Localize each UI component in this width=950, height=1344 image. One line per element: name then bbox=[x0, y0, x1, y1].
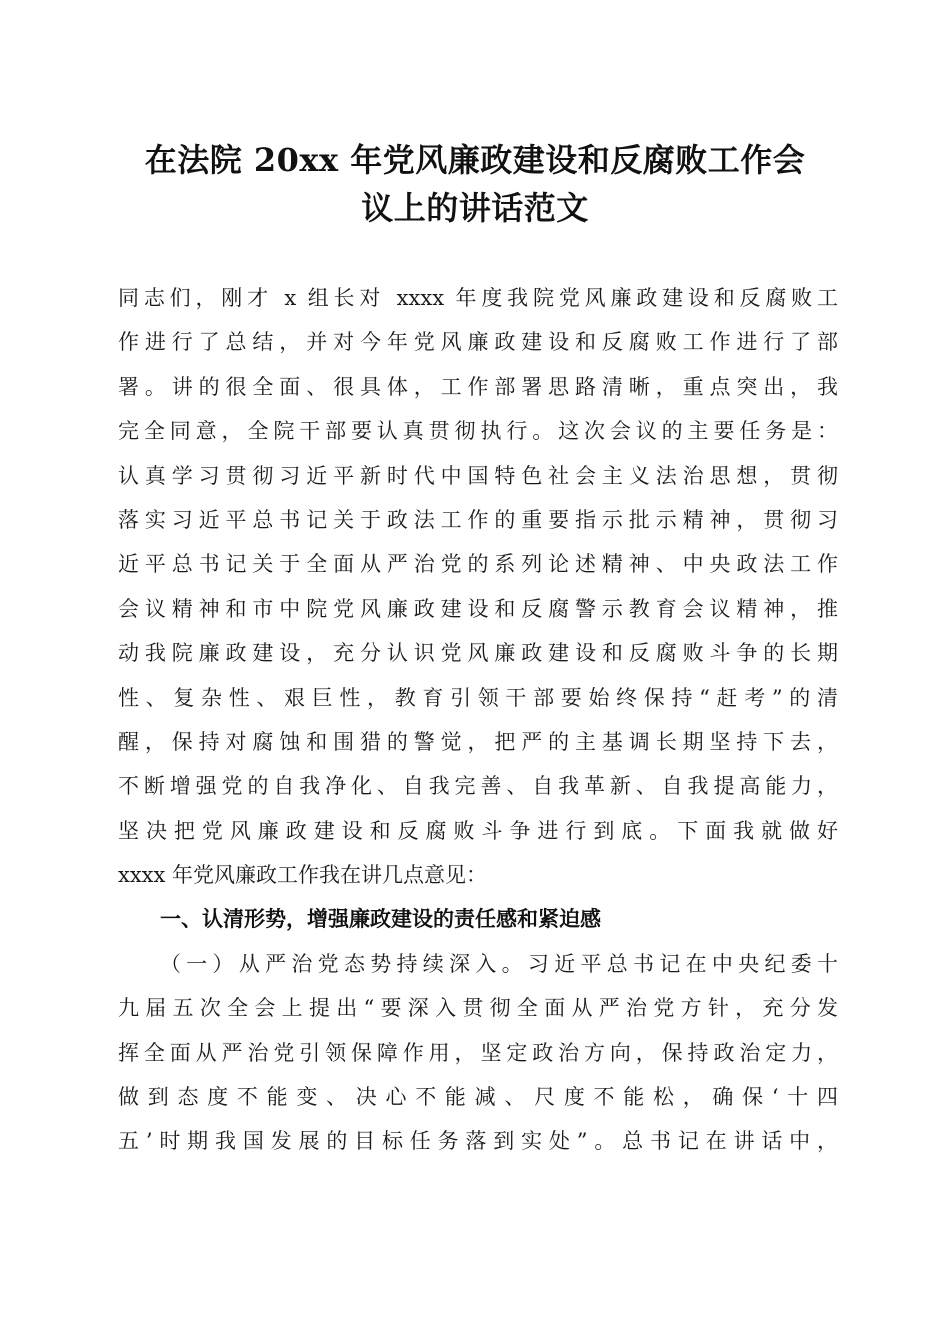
intro-line: 动我院廉政建设，充分认识党风廉政建设和反腐败斗争的长期 bbox=[118, 641, 838, 666]
intro-line: 完全同意，全院干部要认真贯彻执行。这次会议的主要任务是： bbox=[118, 419, 838, 444]
intro-line: 性、复杂性、艰巨性，教育引领干部要始终保持“赶考”的清 bbox=[118, 685, 838, 710]
document-title bbox=[100, 136, 850, 232]
intro-line: 同志们，刚才 x 组长对 xxxx 年度我院党风廉政建设和反腐败工 bbox=[118, 286, 838, 310]
intro-line: 认真学习贯彻习近平新时代中国特色社会主义法治思想，贯彻 bbox=[118, 463, 838, 488]
intro-line: 落实习近平总书记关于政法工作的重要指示批示精神，贯彻习 bbox=[118, 507, 838, 532]
section-line: 五’时期我国发展的目标任务落到实处”。总书记在讲话中， bbox=[118, 1129, 838, 1154]
document-body bbox=[118, 276, 838, 1164]
intro-line: 醒，保持对腐蚀和围猎的警觉，把严的主基调长期坚持下去， bbox=[118, 729, 838, 754]
section-line: 挥全面从严治党引领保障作用，坚定政治方向，保持政治定力， bbox=[118, 1040, 838, 1065]
intro-line: 坚决把党风廉政建设和反腐败斗争进行到底。下面我就做好 bbox=[118, 818, 838, 843]
section-heading: 一、认清形势，增强廉政建设的责任感和紧迫感 bbox=[160, 907, 601, 932]
section-line: 做到态度不能变、决心不能减、尺度不能松，确保‘十四 bbox=[118, 1085, 838, 1110]
intro-line: 作进行了总结，并对今年党风廉政建设和反腐败工作进行了部 bbox=[118, 330, 838, 355]
intro-line: 不断增强党的自我净化、自我完善、自我革新、自我提高能力， bbox=[118, 774, 838, 799]
section-line: 九届五次全会上提出“要深入贯彻全面从严治党方针，充分发 bbox=[118, 996, 838, 1021]
section-line: （一）从严治党态势持续深入。习近平总书记在中央纪委十 bbox=[160, 951, 838, 976]
intro-line: 署。讲的很全面、很具体，工作部署思路清晰，重点突出，我 bbox=[118, 374, 838, 399]
intro-line: xxxx 年党风廉政工作我在讲几点意见： bbox=[118, 863, 488, 888]
intro-line: 近平总书记关于全面从严治党的系列论述精神、中央政法工作 bbox=[118, 552, 838, 577]
title-line-2: 议上的讲话范文 bbox=[361, 189, 589, 227]
title-line-1: 在法院 20xx 年党风廉政建设和反腐败工作会 bbox=[144, 141, 806, 179]
intro-line: 会议精神和市中院党风廉政建设和反腐警示教育会议精神，推 bbox=[118, 596, 838, 621]
